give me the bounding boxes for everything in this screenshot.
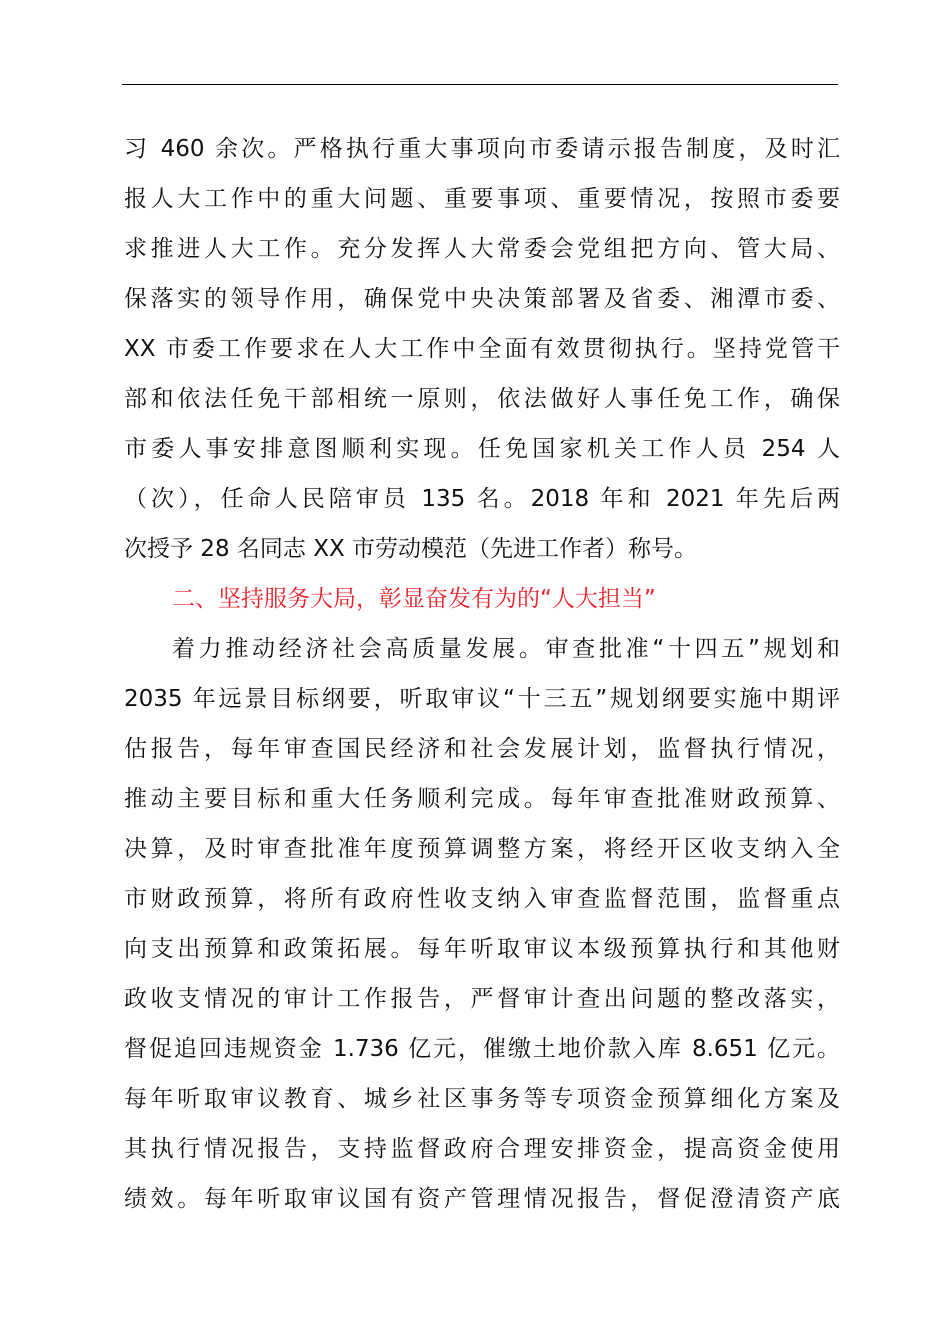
text-line: 每年听取审议教育、城乡社区事务等专项资金预算细化方案及 [124,1086,840,1112]
text-line: 向支出预算和政策拓展。每年听取审议本级预算执行和其他财 [124,936,840,962]
text-line: 政收支情况的审计工作报告，严督审计查出问题的整改落实， [124,986,840,1012]
text-line: 习 460 余次。严格执行重大事项向市委请示报告制度，及时汇 [124,136,840,162]
header-rule [122,84,838,85]
paragraph-first-line: 着力推动经济社会高质量发展。审查批准“十四五”规划和 [172,636,840,662]
text-line: 报人大工作中的重大问题、重要事项、重要情况，按照市委要 [124,186,840,212]
section-heading: 二、坚持服务大局，彰显奋发有为的“人大担当” [172,586,656,612]
text-line: 推动主要目标和重大任务顺利完成。每年审查批准财政预算、 [124,786,840,812]
text-line: 部和依法任免干部相统一原则，依法做好人事任免工作，确保 [124,386,840,412]
text-line: 求推进人大工作。充分发挥人大常委会党组把方向、管大局、 [124,236,840,262]
text-line: XX 市委工作要求在人大工作中全面有效贯彻执行。坚持党管干 [124,336,840,362]
text-line: 市委人事安排意图顺利实现。任免国家机关工作人员 254 人 [124,436,840,462]
text-line: 估报告，每年审查国民经济和社会发展计划，监督执行情况， [124,736,840,762]
text-line: 保落实的领导作用，确保党中央决策部署及省委、湘潭市委、 [124,286,840,312]
text-line: 绩效。每年听取审议国有资产管理情况报告，督促澄清资产底 [124,1186,840,1212]
text-line: 决算，及时审查批准年度预算调整方案，将经开区收支纳入全 [124,836,840,862]
text-line: 督促追回违规资金 1.736 亿元，催缴土地价款入库 8.651 亿元。 [124,1036,840,1062]
text-line: 2035 年远景目标纲要，听取审议“十三五”规划纲要实施中期评 [124,686,840,712]
text-line: 市财政预算，将所有政府性收支纳入审查监督范围，监督重点 [124,886,840,912]
text-line: 其执行情况报告，支持监督政府合理安排资金，提高资金使用 [124,1136,840,1162]
text-line: 次授予 28 名同志 XX 市劳动模范（先进工作者）称号。 [124,536,698,562]
text-line: （次），任命人民陪审员 135 名。2018 年和 2021 年先后两 [124,486,840,512]
